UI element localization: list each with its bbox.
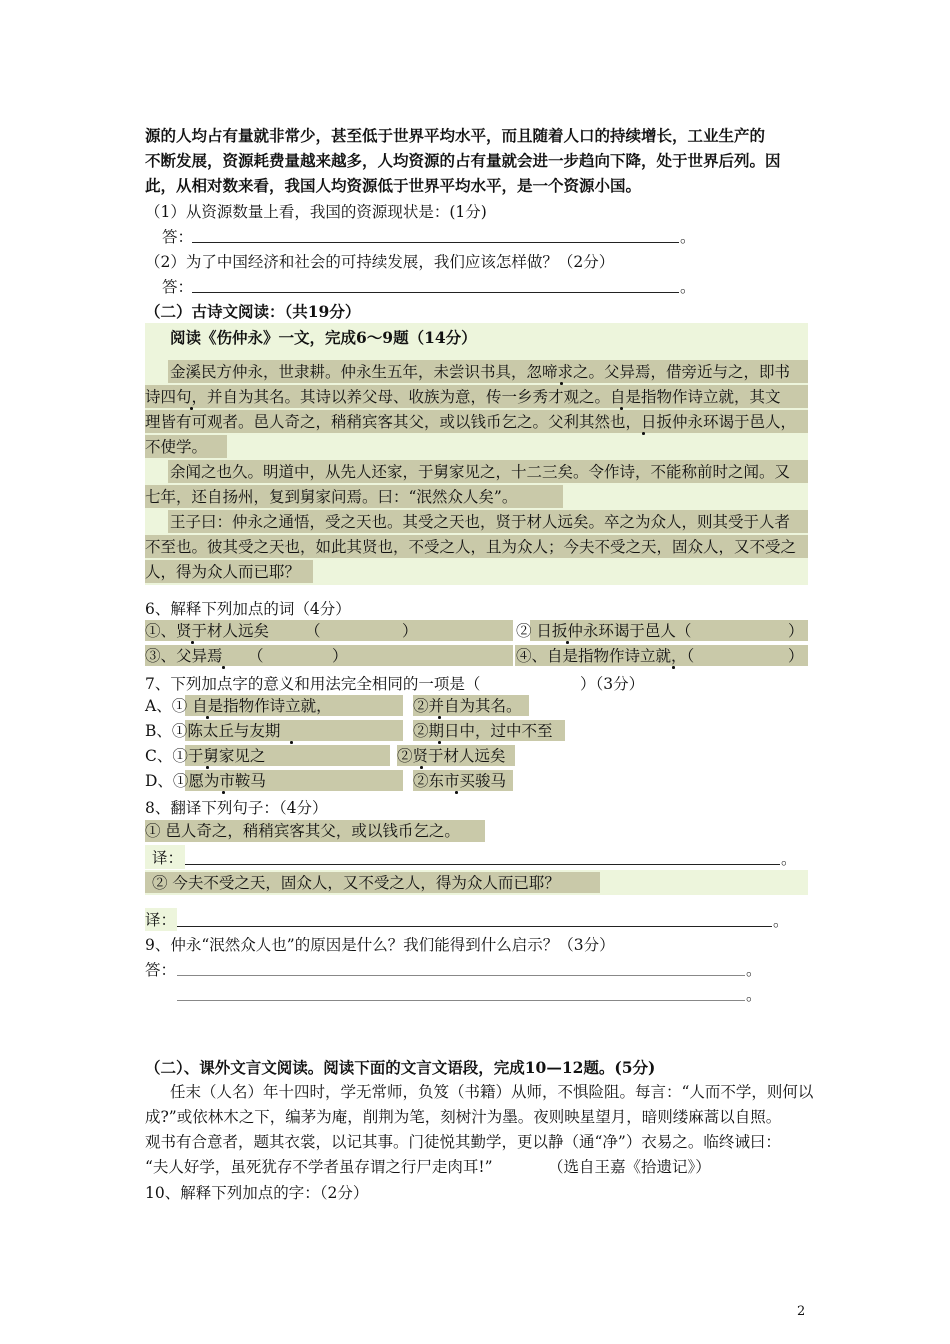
extra-line-4: “夫人好学，虽死犹存不学者虽存谓之行尸走肉耳!” — [145, 1158, 493, 1176]
q8-translate-2-line[interactable] — [177, 926, 772, 927]
passage-p1-line-4: 不使学。 — [145, 438, 208, 456]
q6-item-1-open: （ — [305, 622, 321, 640]
q9-answer-2-end: 。 — [746, 986, 762, 1004]
emphasis-dot — [222, 791, 225, 794]
q9-answer-line-1[interactable] — [177, 975, 745, 976]
q8-translate-2-end: 。 — [773, 912, 789, 930]
question-2: （2）为了中国经济和社会的可持续发展，我们应该怎样做？（2分） — [145, 253, 615, 271]
q9-answer-1-end: 。 — [746, 961, 762, 979]
q8-sentence-1: ① 邑人奇之，稍稍宾客其父，或以钱币乞之。 — [145, 822, 460, 840]
intro-line-2: 不断发展，资源耗费量越来越多，人均资源的占有量就会进一步趋向下降，处于世界后列。因 — [145, 151, 781, 170]
emphasis-dot — [620, 407, 623, 410]
emphasis-dot — [566, 641, 569, 644]
passage-p1-line-2: 诗四句，并自为其名。其诗以养父母、收族为意，传一乡秀才观之。自是指物作诗立就，其文 — [145, 388, 781, 406]
q8-title: 8、翻译下列句子：（4分） — [145, 799, 328, 817]
extra-line-3: 观书有合意者，题其衣裳，以记其事。门徒悦其勤学，更以静（通“净”）衣易之。临终诫曰： — [145, 1133, 781, 1151]
emphasis-dot — [560, 382, 563, 385]
emphasis-dot — [206, 716, 209, 719]
q7-option-a-1: A、① 自是指物作诗立就， — [145, 697, 332, 715]
q6-item-4: ④、自是指物作诗立就，（ — [516, 647, 695, 665]
emphasis-dot — [206, 766, 209, 769]
q7-title-end: ）（3分） — [580, 675, 645, 693]
q8-translate-1-end: 。 — [781, 850, 797, 868]
q6-item-3-close: ） — [332, 647, 348, 665]
emphasis-dot — [222, 666, 225, 669]
extra-line-2: 成?”或依林木之下，编茅为庵，削荆为笔，刻树汁为墨。夜则映星望月，暗则缕麻蒿以自照。 — [145, 1108, 782, 1126]
emphasis-dot — [420, 766, 423, 769]
passage-p2-line-2: 七年，还自扬州，复到舅家问焉。曰：“泯然众人矣”。 — [145, 488, 518, 506]
q6-item-3-open: （ — [248, 647, 264, 665]
q7-option-c-2: ②贤于材人远矣 — [397, 747, 506, 765]
intro-line-3: 此，从相对数来看，我国人均资源低于世界平均水平，是一个资源小国。 — [145, 176, 642, 195]
answer-2-label: 答： — [162, 278, 194, 296]
q6-title: 6、解释下列加点的词（4分） — [145, 600, 351, 618]
q9-answer-label: 答： — [145, 961, 177, 979]
emphasis-dot — [672, 666, 675, 669]
q8-translate-2-label: 译： — [145, 911, 177, 929]
passage-p3-line-3: 人，得为众人而已耶？ — [145, 563, 301, 581]
question-1: （1）从资源数量上看，我国的资源现状是：(1分) — [145, 203, 487, 221]
q6-item-1-close: ） — [402, 622, 418, 640]
answer-1-label: 答： — [162, 228, 194, 246]
emphasis-dot — [455, 791, 458, 794]
q7-option-b-2: ②期日中，过中不至 — [413, 722, 553, 740]
q7-option-b-1: B、①陈太丘与友期 — [145, 722, 281, 740]
q6-item-4-close: ） — [788, 647, 804, 665]
q6-item-2: ② 日扳仲永环谒于邑人（ — [516, 622, 692, 640]
q6-item-2-close: ） — [788, 622, 804, 640]
answer-1-line[interactable] — [192, 242, 679, 243]
extra-source: （选自王嘉《拾遗记》） — [548, 1158, 711, 1176]
q7-option-c-1: C、①于舅家见之 — [145, 747, 266, 765]
section-heading: （二）古诗文阅读：（共19分） — [145, 302, 361, 321]
emphasis-dot — [190, 407, 193, 410]
emphasis-dot — [191, 641, 194, 644]
extra-line-1: 任末（人名）年十四时，学无常师，负笈（书籍）从师，不惧险阻。每言：“人而不学，则何以 — [170, 1083, 814, 1101]
answer-2-line[interactable] — [192, 292, 679, 293]
q7-option-a-2: ②并自为其名。 — [413, 697, 522, 715]
q7-option-d-1: D、①愿为市鞍马 — [145, 772, 266, 790]
answer-1-end: 。 — [680, 228, 696, 246]
passage-p1-line-1: 金溪民方仲永，世隶耕。仲永生五年，未尝识书具，忽啼求之。父异焉，借旁近与之，即书 — [170, 363, 791, 381]
q6-item-1: ①、贤于材人远矣 — [145, 622, 270, 640]
emphasis-dot — [438, 741, 441, 744]
q6-item-3: ③、父异焉 — [145, 647, 223, 665]
q8-translate-1-line[interactable] — [185, 864, 780, 865]
reading-task: 阅读《伤仲永》一文，完成6～9题（14分） — [170, 328, 477, 347]
emphasis-dot — [642, 432, 645, 435]
passage-p3-line-1: 王子曰：仲永之通悟，受之天也。其受之天也，贤于材人远矣。卒之为众人，则其受于人者 — [170, 513, 791, 531]
emphasis-dot — [290, 741, 293, 744]
answer-2-end: 。 — [680, 278, 696, 296]
emphasis-dot — [438, 716, 441, 719]
page-number: 2 — [797, 1304, 806, 1319]
q7-title: 7、下列加点字的意义和用法完全相同的一项是（ — [145, 675, 481, 693]
q9-title: 9、仲永“泯然众人也”的原因是什么？我们能得到什么启示？（3分） — [145, 936, 615, 954]
q8-sentence-2: ② 今夫不受之天，固众人，又不受之人，得为众人而已耶？ — [152, 874, 560, 892]
q7-option-d-2: ②东市买骏马 — [413, 772, 507, 790]
q8-translate-1-label: 译： — [152, 849, 184, 867]
question-10: 10、解释下列加点的字：（2分） — [145, 1184, 369, 1202]
q9-answer-line-2[interactable] — [177, 1000, 745, 1001]
intro-line-1: 源的人均占有量就非常少，甚至低于世界平均水平，而且随着人口的持续增长，工业生产的 — [145, 126, 766, 145]
passage-p3-line-2: 不至也。彼其受之天也，如此其贤也，不受之人，且为众人；今夫不受之天，固众人，又不受之 — [145, 538, 797, 556]
passage-p1-line-3: 理皆有可观者。邑人奇之，稍稍宾客其父，或以钱币乞之。父利其然也，日扳仲永环谒于邑人， — [145, 413, 797, 431]
passage-p2-line-1: 余闻之也久。明道中，从先人还家，于舅家见之，十二三矣。令作诗，不能称前时之闻。又 — [170, 463, 791, 481]
extra-heading: （二）、课外文言文阅读。阅读下面的文言文语段，完成10—12题。(5分) — [145, 1058, 656, 1077]
